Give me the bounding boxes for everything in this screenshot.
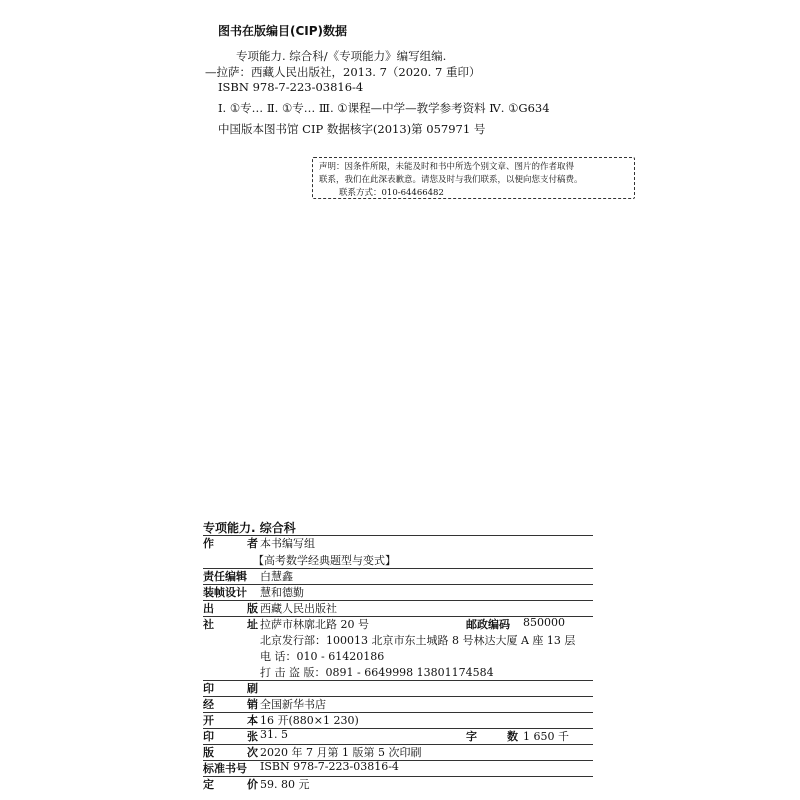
colophon-rule [203, 760, 593, 761]
colophon-value: 电 话：010 - 61420186 [260, 650, 385, 663]
colophon-label-part: 字 [466, 730, 477, 743]
colophon-label-part: 标准书号 [203, 762, 247, 775]
colophon-label-part: 开 [203, 714, 214, 727]
colophon-label [203, 680, 258, 696]
colophon-label [203, 600, 258, 616]
colophon-row [203, 535, 593, 552]
colophon-rule [203, 728, 593, 729]
colophon-value: 慧和德勤 [260, 586, 304, 599]
colophon-value: 全国新华书店 [260, 698, 326, 711]
colophon-label-part: 址 [247, 618, 258, 631]
colophon-label [203, 712, 258, 728]
colophon-rule [203, 616, 593, 617]
colophon-value: 打 击 盗 版：0891 - 6649998 13801174584 [260, 666, 494, 679]
cip-line-cip-number: 中国版本图书馆 CIP 数据核字(2013)第 057971 号 [218, 122, 486, 136]
notice-contact: 联系方式：010-64466482 [339, 188, 444, 198]
colophon-label-part: 社 [203, 618, 214, 631]
colophon-label [203, 568, 258, 584]
colophon-row [203, 552, 593, 569]
colophon-value: 白慧鑫 [260, 570, 293, 583]
cip-title: 图书在版编目(CIP)数据 [218, 24, 348, 38]
colophon-value: 本书编写组 [260, 537, 315, 550]
colophon-value: 【高考数学经典题型与变式】 [253, 554, 396, 567]
colophon-row [203, 600, 593, 617]
colophon-label-part: 刷 [247, 682, 258, 695]
colophon-label-part: 本 [247, 714, 258, 727]
colophon-value: 西藏人民出版社 [260, 602, 337, 615]
colophon-value: 拉萨市林廓北路 20 号 [260, 618, 369, 631]
cip-line-title: 专项能力. 综合科/《专项能力》编写组编. [236, 49, 447, 63]
colophon-value: 59. 80 元 [260, 778, 310, 791]
colophon-rule [203, 600, 593, 601]
colophon-label-part: 印 [203, 730, 214, 743]
colophon-rule [203, 712, 593, 713]
colophon-row [203, 696, 593, 713]
colophon-label-part: 张 [247, 730, 258, 743]
colophon-label [203, 584, 258, 600]
colophon-label-secondary [466, 728, 518, 744]
colophon-row [203, 632, 593, 649]
colophon-label-part: 次 [247, 746, 258, 759]
colophon-value: 2020 年 7 月第 1 版第 5 次印刷 [260, 746, 422, 759]
colophon-label [203, 616, 258, 632]
colophon-label [203, 696, 258, 712]
colophon-row [203, 648, 593, 665]
colophon-label-part: 价 [247, 778, 258, 791]
colophon-label-part: 版 [247, 602, 258, 615]
colophon-label-part: 销 [247, 698, 258, 711]
colophon-rule [203, 568, 593, 569]
colophon-row [203, 712, 593, 729]
cip-line-publisher: —拉萨：西藏人民出版社，2013. 7（2020. 7 重印） [205, 65, 481, 79]
colophon-label-part: 出 [203, 602, 214, 615]
colophon-value: 北京发行部：100013 北京市东土城路 8 号林达大厦 A 座 13 层 [260, 634, 576, 647]
notice-line: 联系，我们在此深表歉意。请您及时与我们联系，以便向您支付稿费。 [319, 175, 583, 185]
colophon-value: 16 开(880×1 230) [260, 714, 359, 727]
colophon-label [203, 535, 258, 551]
colophon-label-part: 经 [203, 698, 214, 711]
colophon-rule [203, 744, 593, 745]
colophon-row [203, 728, 593, 745]
colophon-label [203, 744, 258, 760]
colophon-row [203, 744, 593, 761]
colophon-row [203, 664, 593, 681]
colophon-row [203, 568, 593, 585]
colophon-value-secondary: 850000 [523, 616, 565, 629]
colophon-title: 专项能力. 综合科 [203, 521, 296, 535]
cip-line-subjects: Ⅰ. ①专… Ⅱ. ①专… Ⅲ. ①课程—中学—教学参考资料 Ⅳ. ①G634 [218, 101, 550, 115]
colophon-label [203, 760, 258, 776]
colophon-label-part: 定 [203, 778, 214, 791]
notice-line: 声明：因条件所限，未能及时和书中所选个别文章、图片的作者取得 [319, 162, 575, 172]
colophon-row [203, 680, 593, 697]
colophon-label-part: 责任编辑 [203, 570, 247, 583]
colophon-rule [203, 776, 593, 777]
colophon-label-part: 邮政编码 [466, 618, 510, 631]
colophon-row [203, 760, 593, 777]
colophon-label-part: 者 [247, 537, 258, 550]
colophon-value-secondary: 1 650 千 [523, 730, 569, 743]
colophon-label-part: 装帧设计 [203, 586, 247, 599]
cip-line-isbn: ISBN 978-7-223-03816-4 [218, 80, 364, 94]
colophon-label-secondary [466, 616, 518, 632]
colophon-label [203, 728, 258, 744]
colophon-label [203, 776, 258, 792]
colophon-rule [203, 680, 593, 681]
colophon-label-part: 版 [203, 746, 214, 759]
colophon-value: ISBN 978-7-223-03816-4 [260, 760, 399, 773]
colophon-row [203, 616, 593, 633]
colophon-value: 31. 5 [260, 728, 288, 741]
colophon-label-part: 作 [203, 537, 214, 550]
colophon-rule [203, 696, 593, 697]
colophon-label-part: 数 [507, 730, 518, 743]
colophon-row [203, 776, 593, 793]
colophon-row [203, 584, 593, 601]
colophon-rule [203, 584, 593, 585]
copyright-notice-box [312, 157, 635, 199]
colophon-label-part: 印 [203, 682, 214, 695]
